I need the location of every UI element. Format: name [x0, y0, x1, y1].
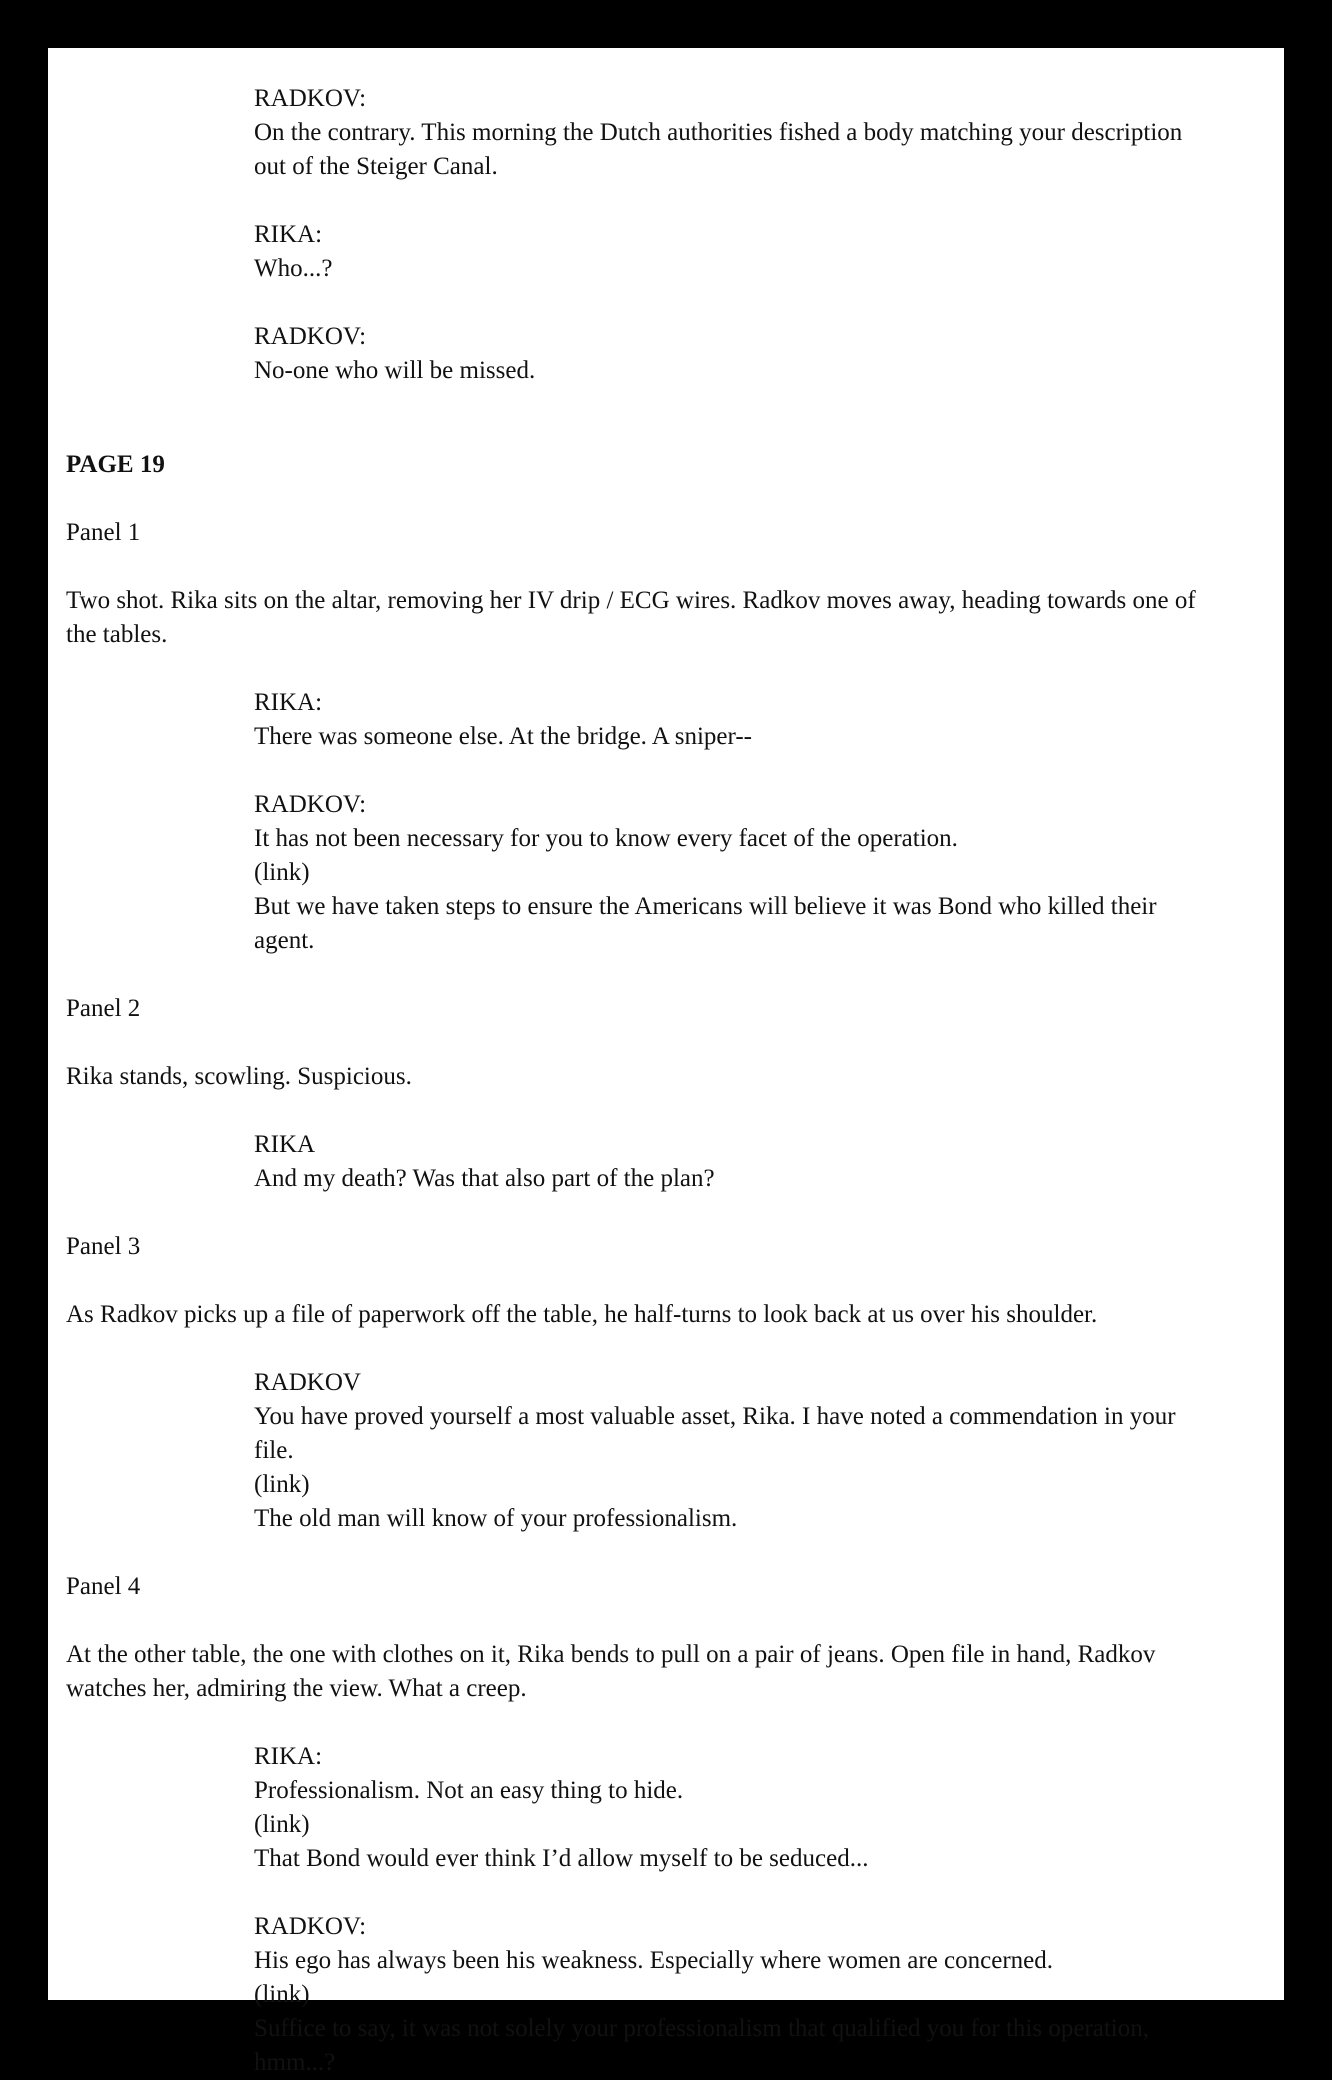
dialogue-block — [254, 1910, 1192, 2080]
dialogue-line: The old man will know of your professionalism. — [254, 1505, 738, 1532]
dialogue-line: You have proved yourself a most valuable asset, Rika. I have noted a commendation in your file. — [254, 1403, 1176, 1464]
panel-description: At the other table, the one with clothes on it, Rika bends to pull on a pair of jeans. Open file in hand, Radkov watches her, admiring the view. What a creep. — [66, 1641, 1156, 1702]
dialogue-line: That Bond would ever think I’d allow myself to be seduced... — [254, 1845, 869, 1872]
speaker-name: RIKA: — [254, 221, 323, 248]
speaker-name: RIKA: — [254, 689, 323, 716]
dialogue-block — [254, 218, 1192, 286]
speaker-name: RIKA — [254, 1131, 316, 1158]
dialogue-block — [254, 788, 1192, 958]
dialogue-line: His ego has always been his weakness. Especially where women are concerned. — [254, 1947, 1054, 1974]
dialogue-line: There was someone else. At the bridge. A sniper-- — [254, 723, 752, 750]
panel-label: Panel 2 — [66, 995, 141, 1022]
dialogue-line: And my death? Was that also part of the plan? — [254, 1165, 715, 1192]
script-page — [48, 48, 1284, 2076]
dialogue-line: But we have taken steps to ensure the Americans will believe it was Bond who killed their agent. — [254, 893, 1157, 954]
speaker-name: RADKOV: — [254, 85, 367, 112]
dialogue-block — [254, 1740, 1192, 1876]
dialogue-line: Suffice to say, it was not solely your professionalism that qualified you for this operation, hmm...? — [254, 2015, 1149, 2076]
speaker-name: RADKOV: — [254, 791, 367, 818]
panel-description: Rika stands, scowling. Suspicious. — [66, 1063, 412, 1090]
speaker-name: RADKOV — [254, 1369, 361, 1396]
parenthetical: (link) — [254, 1471, 310, 1498]
panel-description: As Radkov picks up a file of paperwork off the table, he half-turns to look back at us over his shoulder. — [66, 1301, 1098, 1328]
panel-label: Panel 3 — [66, 1233, 141, 1260]
speaker-name: RIKA: — [254, 1743, 323, 1770]
dialogue-block — [254, 82, 1192, 184]
speaker-name: RADKOV: — [254, 1913, 367, 1940]
page-heading: PAGE 19 — [66, 451, 165, 478]
dialogue-block — [254, 1128, 1192, 1196]
panel-description: Two shot. Rika sits on the altar, removing her IV drip / ECG wires. Radkov moves away, heading towards one of the tables. — [66, 587, 1196, 648]
dialogue-line: No-one who will be missed. — [254, 357, 536, 384]
dialogue-line: On the contrary. This morning the Dutch authorities fished a body matching your description out of the Steiger Canal. — [254, 119, 1183, 180]
panel-label: Panel 1 — [66, 519, 141, 546]
dialogue-block — [254, 1366, 1192, 1536]
panel-label: Panel 4 — [66, 1573, 141, 1600]
dialogue-line: It has not been necessary for you to know every facet of the operation. — [254, 825, 958, 852]
speaker-name: RADKOV: — [254, 323, 367, 350]
parenthetical: (link) — [254, 1981, 310, 2008]
dialogue-block — [254, 686, 1192, 754]
parenthetical: (link) — [254, 1811, 310, 1838]
dialogue-block — [254, 320, 1192, 388]
dialogue-line: Professionalism. Not an easy thing to hide. — [254, 1777, 684, 1804]
parenthetical: (link) — [254, 859, 310, 886]
dialogue-line: Who...? — [254, 255, 333, 282]
